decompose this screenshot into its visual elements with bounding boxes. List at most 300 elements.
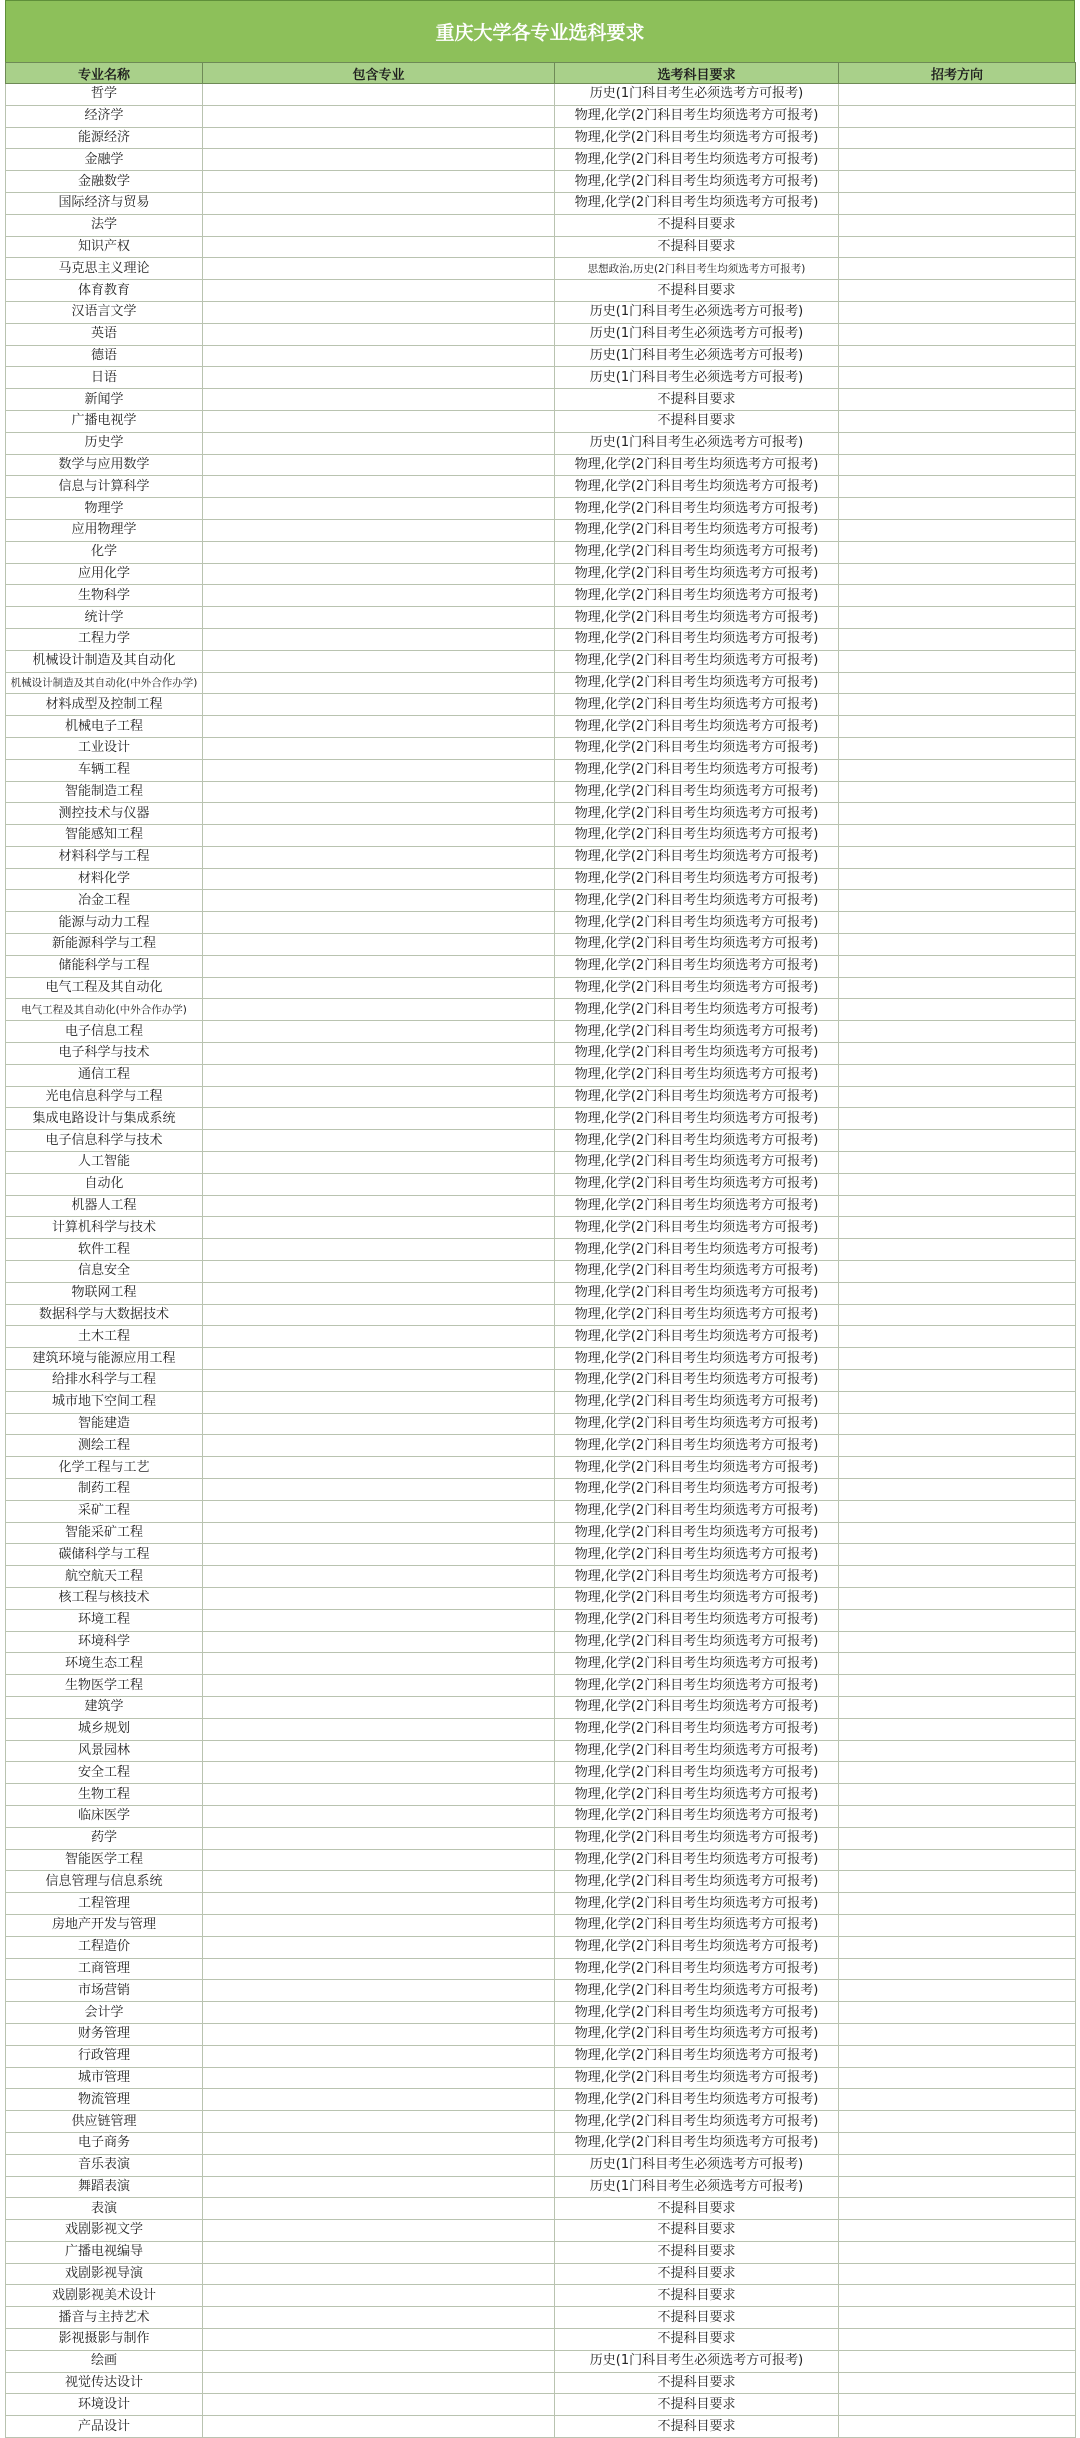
subject-requirement-cell: 物理,化学(2门科目考生均须选考方可报考) xyxy=(555,1609,839,1631)
subject-requirement-cell: 物理,化学(2门科目考生均须选考方可报考) xyxy=(555,2132,839,2154)
subject-requirement-cell: 物理,化学(2门科目考生均须选考方可报考) xyxy=(555,1173,839,1195)
admission-direction-cell xyxy=(839,1893,1076,1915)
table-row xyxy=(6,214,1076,236)
major-name-cell: 环境设计 xyxy=(6,2394,203,2416)
table-row xyxy=(6,149,1076,171)
table-row xyxy=(6,1718,1076,1740)
admission-direction-cell xyxy=(839,192,1076,214)
table-row xyxy=(6,2002,1076,2024)
table-row xyxy=(6,1457,1076,1479)
admission-direction-cell xyxy=(839,1370,1076,1392)
major-name-cell: 电子商务 xyxy=(6,2132,203,2154)
table-row xyxy=(6,2307,1076,2329)
subject-requirement-cell: 物理,化学(2门科目考生均须选考方可报考) xyxy=(555,192,839,214)
header-included-majors: 包含专业 xyxy=(203,63,555,84)
major-name-cell: 集成电路设计与集成系统 xyxy=(6,1108,203,1130)
table-row xyxy=(6,127,1076,149)
table-row xyxy=(6,1152,1076,1174)
subject-requirement-cell: 物理,化学(2门科目考生均须选考方可报考) xyxy=(555,846,839,868)
included-majors-cell xyxy=(203,1784,555,1806)
included-majors-cell xyxy=(203,1936,555,1958)
header-subject-requirement: 选考科目要求 xyxy=(555,63,839,84)
table-row xyxy=(6,1021,1076,1043)
major-name-cell: 戏剧影视导演 xyxy=(6,2263,203,2285)
included-majors-cell xyxy=(203,585,555,607)
major-name-cell: 电子科学与技术 xyxy=(6,1043,203,1065)
table-row xyxy=(6,1195,1076,1217)
subject-requirement-cell: 物理,化学(2门科目考生均须选考方可报考) xyxy=(555,1631,839,1653)
major-name-cell: 广播电视学 xyxy=(6,410,203,432)
admission-direction-cell xyxy=(839,1609,1076,1631)
major-name-cell: 工程力学 xyxy=(6,628,203,650)
table-row xyxy=(6,825,1076,847)
subject-requirement-cell: 历史(1门科目考生必须选考方可报考) xyxy=(555,2350,839,2372)
subject-requirement-cell: 物理,化学(2门科目考生均须选考方可报考) xyxy=(555,2002,839,2024)
admission-direction-cell xyxy=(839,2023,1076,2045)
table-row xyxy=(6,192,1076,214)
included-majors-cell xyxy=(203,498,555,520)
major-name-cell: 机械设计制造及其自动化(中外合作办学) xyxy=(6,672,203,694)
major-name-cell: 金融学 xyxy=(6,149,203,171)
major-name-cell: 人工智能 xyxy=(6,1152,203,1174)
subject-requirement-cell: 不提科目要求 xyxy=(555,2198,839,2220)
subject-requirement-cell: 物理,化学(2门科目考生均须选考方可报考) xyxy=(555,672,839,694)
admission-direction-cell xyxy=(839,236,1076,258)
subject-requirement-cell: 物理,化学(2门科目考生均须选考方可报考) xyxy=(555,912,839,934)
subject-requirement-cell: 物理,化学(2门科目考生均须选考方可报考) xyxy=(555,803,839,825)
table-row xyxy=(6,934,1076,956)
subject-requirement-cell: 物理,化学(2门科目考生均须选考方可报考) xyxy=(555,1435,839,1457)
admission-direction-cell xyxy=(839,2307,1076,2329)
subject-requirement-cell: 不提科目要求 xyxy=(555,2416,839,2438)
included-majors-cell xyxy=(203,476,555,498)
subject-requirement-cell: 物理,化学(2门科目考生均须选考方可报考) xyxy=(555,1108,839,1130)
major-name-cell: 制药工程 xyxy=(6,1479,203,1501)
subject-requirement-cell: 物理,化学(2门科目考生均须选考方可报考) xyxy=(555,1718,839,1740)
major-name-cell: 建筑学 xyxy=(6,1696,203,1718)
admission-direction-cell xyxy=(839,1936,1076,1958)
included-majors-cell xyxy=(203,694,555,716)
admission-direction-cell xyxy=(839,1108,1076,1130)
included-majors-cell xyxy=(203,541,555,563)
admission-direction-cell xyxy=(839,1261,1076,1283)
table-row xyxy=(6,1827,1076,1849)
table-row xyxy=(6,1064,1076,1086)
subject-requirement-cell: 不提科目要求 xyxy=(555,2285,839,2307)
sheet-title: 重庆大学各专业选科要求 xyxy=(5,0,1075,62)
major-name-cell: 物联网工程 xyxy=(6,1282,203,1304)
subject-requirement-cell: 物理,化学(2门科目考生均须选考方可报考) xyxy=(555,1413,839,1435)
included-majors-cell xyxy=(203,192,555,214)
table-row xyxy=(6,2089,1076,2111)
included-majors-cell xyxy=(203,803,555,825)
table-row xyxy=(6,1130,1076,1152)
admission-direction-cell xyxy=(839,934,1076,956)
major-name-cell: 金融数学 xyxy=(6,171,203,193)
subject-requirement-cell: 物理,化学(2门科目考生均须选考方可报考) xyxy=(555,2023,839,2045)
included-majors-cell xyxy=(203,737,555,759)
included-majors-cell xyxy=(203,716,555,738)
table-row xyxy=(6,607,1076,629)
subject-requirement-cell: 不提科目要求 xyxy=(555,410,839,432)
subject-requirement-cell: 物理,化学(2门科目考生均须选考方可报考) xyxy=(555,1914,839,1936)
subject-requirement-cell: 物理,化学(2门科目考生均须选考方可报考) xyxy=(555,2089,839,2111)
included-majors-cell xyxy=(203,214,555,236)
admission-direction-cell xyxy=(839,1675,1076,1697)
major-name-cell: 电气工程及其自动化(中外合作办学) xyxy=(6,999,203,1021)
admission-direction-cell xyxy=(839,1587,1076,1609)
included-majors-cell xyxy=(203,2002,555,2024)
major-name-cell: 安全工程 xyxy=(6,1762,203,1784)
included-majors-cell xyxy=(203,1631,555,1653)
included-majors-cell xyxy=(203,2394,555,2416)
major-name-cell: 马克思主义理论 xyxy=(6,258,203,280)
major-name-cell: 电子信息科学与技术 xyxy=(6,1130,203,1152)
included-majors-cell xyxy=(203,1261,555,1283)
major-name-cell: 化学工程与工艺 xyxy=(6,1457,203,1479)
admission-direction-cell xyxy=(839,1914,1076,1936)
table-row xyxy=(6,2154,1076,2176)
admission-direction-cell xyxy=(839,2067,1076,2089)
included-majors-cell xyxy=(203,2132,555,2154)
subject-requirement-cell: 物理,化学(2门科目考生均须选考方可报考) xyxy=(555,1544,839,1566)
subject-requirement-cell: 物理,化学(2门科目考生均须选考方可报考) xyxy=(555,1696,839,1718)
admission-direction-cell xyxy=(839,1849,1076,1871)
major-name-cell: 产品设计 xyxy=(6,2416,203,2438)
included-majors-cell xyxy=(203,868,555,890)
admission-direction-cell xyxy=(839,2154,1076,2176)
subject-requirement-cell: 物理,化学(2门科目考生均须选考方可报考) xyxy=(555,1653,839,1675)
subject-requirement-cell: 物理,化学(2门科目考生均须选考方可报考) xyxy=(555,1261,839,1283)
subject-requirement-cell: 物理,化学(2门科目考生均须选考方可报考) xyxy=(555,890,839,912)
included-majors-cell xyxy=(203,2111,555,2133)
subject-requirement-cell: 物理,化学(2门科目考生均须选考方可报考) xyxy=(555,1457,839,1479)
included-majors-cell xyxy=(203,607,555,629)
subject-requirement-cell: 物理,化学(2门科目考生均须选考方可报考) xyxy=(555,1980,839,2002)
major-name-cell: 绘画 xyxy=(6,2350,203,2372)
included-majors-cell xyxy=(203,258,555,280)
included-majors-cell xyxy=(203,432,555,454)
major-name-cell: 冶金工程 xyxy=(6,890,203,912)
major-name-cell: 智能采矿工程 xyxy=(6,1522,203,1544)
admission-direction-cell xyxy=(839,2176,1076,2198)
subject-requirement-cell: 物理,化学(2门科目考生均须选考方可报考) xyxy=(555,1500,839,1522)
table-row xyxy=(6,846,1076,868)
subject-requirement-cell: 物理,化学(2门科目考生均须选考方可报考) xyxy=(555,1871,839,1893)
major-name-cell: 表演 xyxy=(6,2198,203,2220)
included-majors-cell xyxy=(203,1370,555,1392)
admission-direction-cell xyxy=(839,1304,1076,1326)
major-name-cell: 光电信息科学与工程 xyxy=(6,1086,203,1108)
admission-direction-cell xyxy=(839,737,1076,759)
admission-direction-cell xyxy=(839,1784,1076,1806)
major-name-cell: 智能感知工程 xyxy=(6,825,203,847)
major-name-cell: 数据科学与大数据技术 xyxy=(6,1304,203,1326)
admission-direction-cell xyxy=(839,672,1076,694)
included-majors-cell xyxy=(203,1326,555,1348)
major-name-cell: 土木工程 xyxy=(6,1326,203,1348)
subject-requirement-cell: 不提科目要求 xyxy=(555,389,839,411)
subject-requirement-cell: 不提科目要求 xyxy=(555,2263,839,2285)
subject-requirement-cell: 历史(1门科目考生必须选考方可报考) xyxy=(555,84,839,106)
table-row xyxy=(6,323,1076,345)
admission-direction-cell xyxy=(839,2111,1076,2133)
subject-requirement-cell: 物理,化学(2门科目考生均须选考方可报考) xyxy=(555,1043,839,1065)
table-row xyxy=(6,1936,1076,1958)
subject-requirement-cell: 物理,化学(2门科目考生均须选考方可报考) xyxy=(555,127,839,149)
subject-requirement-cell: 历史(1门科目考生必须选考方可报考) xyxy=(555,367,839,389)
subject-requirement-cell: 物理,化学(2门科目考生均须选考方可报考) xyxy=(555,1762,839,1784)
subject-requirement-cell: 不提科目要求 xyxy=(555,280,839,302)
admission-direction-cell xyxy=(839,2329,1076,2351)
subject-requirement-cell: 物理,化学(2门科目考生均须选考方可报考) xyxy=(555,1370,839,1392)
table-row xyxy=(6,410,1076,432)
admission-direction-cell xyxy=(839,519,1076,541)
table-row xyxy=(6,1108,1076,1130)
major-name-cell: 知识产权 xyxy=(6,236,203,258)
admission-direction-cell xyxy=(839,977,1076,999)
included-majors-cell xyxy=(203,1587,555,1609)
included-majors-cell xyxy=(203,1893,555,1915)
subject-requirement-cell: 物理,化学(2门科目考生均须选考方可报考) xyxy=(555,1239,839,1261)
admission-direction-cell xyxy=(839,280,1076,302)
table-row xyxy=(6,2045,1076,2067)
major-name-cell: 机器人工程 xyxy=(6,1195,203,1217)
major-name-cell: 历史学 xyxy=(6,432,203,454)
included-majors-cell xyxy=(203,672,555,694)
included-majors-cell xyxy=(203,1762,555,1784)
major-name-cell: 汉语言文学 xyxy=(6,301,203,323)
included-majors-cell xyxy=(203,890,555,912)
table-row xyxy=(6,1609,1076,1631)
included-majors-cell xyxy=(203,2285,555,2307)
major-name-cell: 信息与计算科学 xyxy=(6,476,203,498)
included-majors-cell xyxy=(203,1391,555,1413)
major-name-cell: 采矿工程 xyxy=(6,1500,203,1522)
admission-direction-cell xyxy=(839,2394,1076,2416)
subject-requirement-cell: 物理,化学(2门科目考生均须选考方可报考) xyxy=(555,149,839,171)
included-majors-cell xyxy=(203,563,555,585)
major-name-cell: 碳储科学与工程 xyxy=(6,1544,203,1566)
admission-direction-cell xyxy=(839,1195,1076,1217)
subject-requirement-cell: 物理,化学(2门科目考生均须选考方可报考) xyxy=(555,1827,839,1849)
table-row xyxy=(6,1370,1076,1392)
major-name-cell: 工程管理 xyxy=(6,1893,203,1915)
admission-direction-cell xyxy=(839,389,1076,411)
included-majors-cell xyxy=(203,2241,555,2263)
table-row xyxy=(6,2285,1076,2307)
subject-requirement-cell: 物理,化学(2门科目考生均须选考方可报考) xyxy=(555,1893,839,1915)
admission-direction-cell xyxy=(839,716,1076,738)
included-majors-cell xyxy=(203,519,555,541)
admission-direction-cell xyxy=(839,1391,1076,1413)
subject-requirement-cell: 物理,化学(2门科目考生均须选考方可报考) xyxy=(555,498,839,520)
subject-requirement-cell: 物理,化学(2门科目考生均须选考方可报考) xyxy=(555,781,839,803)
table-row xyxy=(6,563,1076,585)
major-name-cell: 工商管理 xyxy=(6,1958,203,1980)
requirements-table xyxy=(5,62,1076,2438)
table-row xyxy=(6,628,1076,650)
included-majors-cell xyxy=(203,2350,555,2372)
included-majors-cell xyxy=(203,1479,555,1501)
admission-direction-cell xyxy=(839,149,1076,171)
admission-direction-cell xyxy=(839,1566,1076,1588)
major-name-cell: 软件工程 xyxy=(6,1239,203,1261)
admission-direction-cell xyxy=(839,1348,1076,1370)
table-row xyxy=(6,1805,1076,1827)
subject-requirement-cell: 不提科目要求 xyxy=(555,2329,839,2351)
admission-direction-cell xyxy=(839,1457,1076,1479)
major-name-cell: 智能医学工程 xyxy=(6,1849,203,1871)
included-majors-cell xyxy=(203,1653,555,1675)
included-majors-cell xyxy=(203,105,555,127)
table-row xyxy=(6,868,1076,890)
table-row xyxy=(6,301,1076,323)
subject-requirement-cell: 不提科目要求 xyxy=(555,2372,839,2394)
included-majors-cell xyxy=(203,1282,555,1304)
subject-requirement-cell: 物理,化学(2门科目考生均须选考方可报考) xyxy=(555,1348,839,1370)
major-name-cell: 环境生态工程 xyxy=(6,1653,203,1675)
included-majors-cell xyxy=(203,84,555,106)
admission-direction-cell xyxy=(839,1958,1076,1980)
major-name-cell: 播音与主持艺术 xyxy=(6,2307,203,2329)
table-row xyxy=(6,1282,1076,1304)
header-major-name: 专业名称 xyxy=(6,63,203,84)
table-row xyxy=(6,1784,1076,1806)
subject-requirement-cell: 不提科目要求 xyxy=(555,236,839,258)
admission-direction-cell xyxy=(839,628,1076,650)
included-majors-cell xyxy=(203,2089,555,2111)
subject-requirement-cell: 物理,化学(2门科目考生均须选考方可报考) xyxy=(555,607,839,629)
admission-direction-cell xyxy=(839,803,1076,825)
major-name-cell: 广播电视编导 xyxy=(6,2241,203,2263)
table-row xyxy=(6,2350,1076,2372)
table-row xyxy=(6,1544,1076,1566)
subject-requirement-cell: 不提科目要求 xyxy=(555,2220,839,2242)
subject-requirement-cell: 物理,化学(2门科目考生均须选考方可报考) xyxy=(555,1740,839,1762)
major-name-cell: 新闻学 xyxy=(6,389,203,411)
included-majors-cell xyxy=(203,934,555,956)
subject-requirement-cell: 历史(1门科目考生必须选考方可报考) xyxy=(555,323,839,345)
table-row xyxy=(6,694,1076,716)
subject-requirement-cell: 不提科目要求 xyxy=(555,2307,839,2329)
major-name-cell: 影视摄影与制作 xyxy=(6,2329,203,2351)
table-row xyxy=(6,345,1076,367)
table-row xyxy=(6,1413,1076,1435)
included-majors-cell xyxy=(203,323,555,345)
included-majors-cell xyxy=(203,977,555,999)
table-row xyxy=(6,2329,1076,2351)
major-name-cell: 通信工程 xyxy=(6,1064,203,1086)
table-row xyxy=(6,2132,1076,2154)
admission-direction-cell xyxy=(839,1021,1076,1043)
included-majors-cell xyxy=(203,367,555,389)
major-name-cell: 储能科学与工程 xyxy=(6,955,203,977)
table-body xyxy=(6,84,1076,2438)
major-name-cell: 德语 xyxy=(6,345,203,367)
admission-direction-cell xyxy=(839,1740,1076,1762)
admission-direction-cell xyxy=(839,1086,1076,1108)
table-row xyxy=(6,280,1076,302)
admission-direction-cell xyxy=(839,1980,1076,2002)
table-row xyxy=(6,585,1076,607)
subject-requirement-cell: 物理,化学(2门科目考生均须选考方可报考) xyxy=(555,1391,839,1413)
included-majors-cell xyxy=(203,2045,555,2067)
table-row xyxy=(6,1086,1076,1108)
table-row xyxy=(6,1762,1076,1784)
admission-direction-cell xyxy=(839,1718,1076,1740)
included-majors-cell xyxy=(203,1348,555,1370)
table-row xyxy=(6,890,1076,912)
table-row xyxy=(6,2176,1076,2198)
table-row xyxy=(6,650,1076,672)
included-majors-cell xyxy=(203,149,555,171)
major-name-cell: 供应链管理 xyxy=(6,2111,203,2133)
major-name-cell: 生物科学 xyxy=(6,585,203,607)
admission-direction-cell xyxy=(839,1827,1076,1849)
included-majors-cell xyxy=(203,1413,555,1435)
admission-direction-cell xyxy=(839,1696,1076,1718)
admission-direction-cell xyxy=(839,1871,1076,1893)
admission-direction-cell xyxy=(839,476,1076,498)
admission-direction-cell xyxy=(839,694,1076,716)
major-name-cell: 测控技术与仪器 xyxy=(6,803,203,825)
admission-direction-cell xyxy=(839,214,1076,236)
admission-direction-cell xyxy=(839,2132,1076,2154)
table-row xyxy=(6,258,1076,280)
included-majors-cell xyxy=(203,171,555,193)
included-majors-cell xyxy=(203,1173,555,1195)
table-row xyxy=(6,672,1076,694)
major-name-cell: 能源与动力工程 xyxy=(6,912,203,934)
table-row xyxy=(6,999,1076,1021)
subject-requirement-cell: 物理,化学(2门科目考生均须选考方可报考) xyxy=(555,716,839,738)
admission-direction-cell xyxy=(839,410,1076,432)
included-majors-cell xyxy=(203,2023,555,2045)
subject-requirement-cell: 不提科目要求 xyxy=(555,2394,839,2416)
admission-direction-cell xyxy=(839,345,1076,367)
major-name-cell: 物理学 xyxy=(6,498,203,520)
admission-direction-cell xyxy=(839,301,1076,323)
subject-requirement-cell: 历史(1门科目考生必须选考方可报考) xyxy=(555,2154,839,2176)
subject-requirement-cell: 物理,化学(2门科目考生均须选考方可报考) xyxy=(555,737,839,759)
admission-direction-cell xyxy=(839,541,1076,563)
included-majors-cell xyxy=(203,1043,555,1065)
major-name-cell: 会计学 xyxy=(6,2002,203,2024)
table-row xyxy=(6,1675,1076,1697)
subject-requirement-cell: 物理,化学(2门科目考生均须选考方可报考) xyxy=(555,1566,839,1588)
subject-requirement-cell: 物理,化学(2门科目考生均须选考方可报考) xyxy=(555,999,839,1021)
admission-direction-cell xyxy=(839,1043,1076,1065)
included-majors-cell xyxy=(203,389,555,411)
included-majors-cell xyxy=(203,759,555,781)
included-majors-cell xyxy=(203,1958,555,1980)
admission-direction-cell xyxy=(839,2089,1076,2111)
subject-requirement-cell: 物理,化学(2门科目考生均须选考方可报考) xyxy=(555,1304,839,1326)
admission-direction-cell xyxy=(839,781,1076,803)
subject-requirement-cell: 物理,化学(2门科目考生均须选考方可报考) xyxy=(555,1587,839,1609)
major-name-cell: 电子信息工程 xyxy=(6,1021,203,1043)
table-row xyxy=(6,1435,1076,1457)
subject-requirement-cell: 物理,化学(2门科目考生均须选考方可报考) xyxy=(555,2111,839,2133)
table-row xyxy=(6,1500,1076,1522)
table-row xyxy=(6,1893,1076,1915)
table-row xyxy=(6,1348,1076,1370)
admission-direction-cell xyxy=(839,2263,1076,2285)
included-majors-cell xyxy=(203,410,555,432)
table-row xyxy=(6,389,1076,411)
table-row xyxy=(6,1566,1076,1588)
